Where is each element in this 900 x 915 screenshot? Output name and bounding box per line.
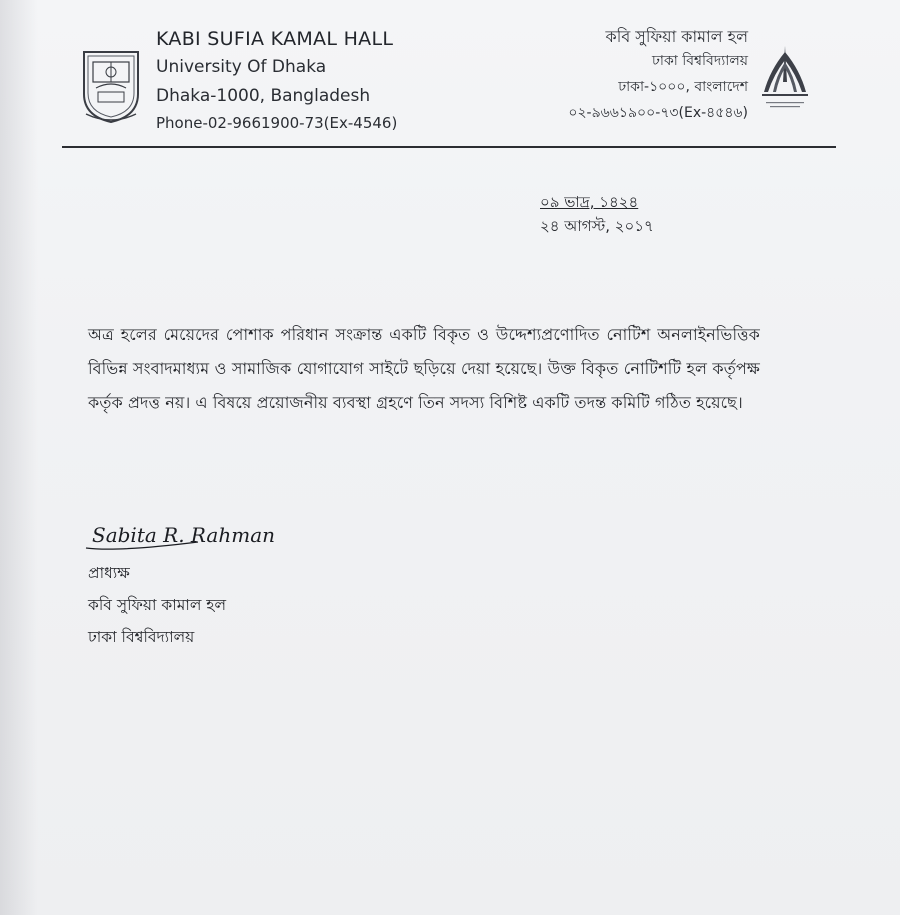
phone-english: Phone-02-9661900-73(Ex-4546) [156, 114, 398, 132]
hall-monument-logo-icon [756, 42, 814, 122]
signature-text: Sabita R. Rahman [92, 523, 276, 547]
dhaka-university-crest-icon [80, 44, 142, 126]
handwritten-signature [78, 512, 408, 562]
date-block [540, 190, 654, 238]
signoff-university: ঢাকা বিশ্ববিদ্যালয় [88, 628, 195, 646]
university-name-english: University Of Dhaka [156, 57, 327, 77]
hall-name-bangla: কবি সুফিয়া কামাল হল [605, 27, 748, 46]
phone-bangla: ০২-৯৬৬১৯০০-৭৩(Ex-৪৫৪৬) [568, 105, 748, 121]
designation: প্রাধ্যক্ষ [88, 564, 130, 582]
signoff-block [88, 557, 226, 653]
hall-name-english: KABI SUFIA KAMAL HALL [156, 28, 394, 50]
page-shadow [0, 0, 38, 915]
header-divider [62, 146, 836, 148]
bangla-calendar-date: ০৯ ভাদ্র, ১৪২৪ [540, 193, 639, 211]
address-bangla: ঢাকা-১০০০, বাংলাদেশ [618, 79, 748, 95]
notice-paragraph: অত্র হলের মেয়েদের পোশাক পরিধান সংক্রান্ত একটি বিকৃত ও উদ্দেশ্যপ্রণোদিত নোটিশ অনলাইনভিত্তিক বিভিন্ন সংবাদমাধ্যম ও সামাজিক যোগাযোগ সাইটে ছড়িয়ে দেয়া হয়েছে। উক্ত বিকৃত নোটিশটি হল কর্তৃপক্ষ কর্তৃক প্রদত্ত নয়। এ বিষয়ে প্রয়োজনীয় ব্যবস্থা গ্রহণে তিন সদস্য বিশিষ্ট একটি তদন্ত কমিটি গঠিত হয়েছে। [88, 325, 760, 412]
header-bangla [568, 26, 748, 126]
gregorian-date: ২৪ আগস্ট, ২০১৭ [540, 217, 654, 235]
header-english [156, 28, 397, 135]
university-name-bangla: ঢাকা বিশ্ববিদ্যালয় [651, 53, 748, 69]
address-english: Dhaka-1000, Bangladesh [156, 86, 371, 106]
signoff-hall: কবি সুফিয়া কামাল হল [88, 596, 226, 614]
notice-body [88, 318, 760, 420]
